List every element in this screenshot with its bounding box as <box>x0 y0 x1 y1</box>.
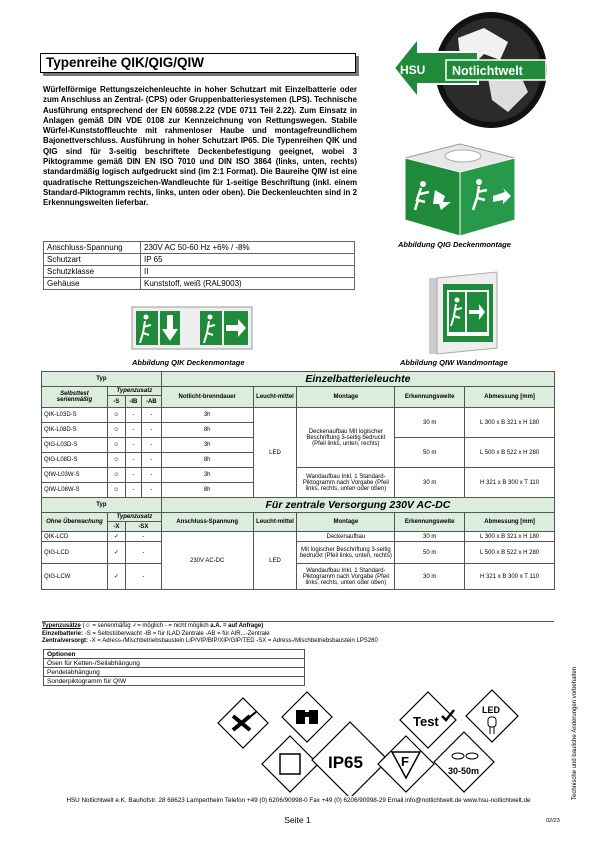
led-label: LED <box>482 705 500 715</box>
spec-table <box>43 241 355 290</box>
row-sx: - <box>125 532 161 542</box>
spec-row <box>44 242 355 254</box>
x-cross-icon <box>218 698 268 748</box>
page-title: Typenreihe QIK/QIG/QIW <box>40 53 356 73</box>
sub-ib: -IB <box>125 396 141 408</box>
spec-value: IP 65 <box>141 254 355 266</box>
spec-value: Kunststoff, weiß (RAL9003) <box>141 278 355 290</box>
row-dauer: 3h <box>161 438 253 453</box>
col-montage-2: Montage <box>297 513 395 532</box>
row-typ: QIW-L03W-S <box>42 468 108 483</box>
row-s: ☺ <box>107 453 125 468</box>
sub-sx: -SX <box>125 522 161 532</box>
row-s: ☺ <box>107 408 125 423</box>
row-dauer: 8h <box>161 483 253 498</box>
ip65-icon <box>312 722 388 796</box>
row-x: ✓ <box>107 564 125 590</box>
row-typ: QIW-L08W-S <box>42 483 108 498</box>
spec-key: Gehäuse <box>44 278 141 290</box>
row-ib: - <box>125 453 141 468</box>
row-x: ✓ <box>107 532 125 542</box>
col-anschluss: Anschluss-Spannung <box>161 513 253 532</box>
caption-qig: Abbildung QIG Deckenmontage <box>398 240 511 249</box>
row-dauer: 8h <box>161 423 253 438</box>
section-einzelbatterie: Einzelbatterieleuchte <box>161 372 554 387</box>
erk-30-wand: 30 m <box>395 468 465 498</box>
row-sx: - <box>125 542 161 564</box>
erk-30: 30 m <box>395 408 465 438</box>
spec-value: 230V AC 50-60 Hz +6% / -8% <box>141 242 355 254</box>
erk2-2: 30 m <box>395 564 465 590</box>
row-ib: - <box>125 408 141 423</box>
row-ab: - <box>141 483 161 498</box>
doc-date: 02/23 <box>546 818 560 824</box>
range-label: 30-50m <box>448 766 480 776</box>
qik-ceiling-image <box>130 303 254 351</box>
row-s: ☺ <box>107 423 125 438</box>
row-sx: - <box>125 564 161 590</box>
spec-key: Schutzart <box>44 254 141 266</box>
abm2-1: L 500 x B 522 x H 280 <box>465 542 555 564</box>
caption-qiw: Abbildung QIW Wandmontage <box>400 358 508 367</box>
option-item: Sonderpiktogramm für QIW <box>44 677 305 686</box>
montage-2-0: Deckenaufbau <box>297 532 395 542</box>
row-dauer: 8h <box>161 453 253 468</box>
row-x: ✓ <box>107 542 125 564</box>
row-dauer: 3h <box>161 468 253 483</box>
row-ib: - <box>125 483 141 498</box>
col-ohne-ueberwachung: Ohne Überwachung <box>42 513 108 532</box>
spec-row <box>44 254 355 266</box>
table-row <box>42 468 555 483</box>
row-ab: - <box>141 468 161 483</box>
abm2-2: H 321 x B 300 x T 110 <box>465 564 555 590</box>
montage-decke: Deckenaufbau Mit logischer Beschriftung 3-seitig bedruckt (Pfeil links, unten, rechts) <box>297 408 395 468</box>
table-row <box>42 532 555 542</box>
row-ib: - <box>125 468 141 483</box>
eye-range-icon <box>434 732 494 792</box>
erk-50: 50 m <box>395 438 465 468</box>
spec-key: Schutzklasse <box>44 266 141 278</box>
row-typ: QIK-LCD <box>42 532 108 542</box>
typ-header-2: Typ <box>42 498 162 513</box>
row-ab: - <box>141 453 161 468</box>
erk2-1: 50 m <box>395 542 465 564</box>
footer-address: HSU Notlichtwelt e.K. Bauhofstr. 28 68623 Lampertheim Telefon +49 (0) 6206/90998-0 Fax +49 (0) 6206/90998-29 Email info@notlichtwelt.de www.hsu-notlichtwelt.de <box>66 797 531 804</box>
feature-icons <box>210 686 540 796</box>
row-dauer: 3h <box>161 408 253 423</box>
option-item: Pendelabhängung <box>44 668 305 677</box>
ip65-label: IP65 <box>328 753 363 772</box>
col-notlicht: Notlicht-brenndauer <box>161 387 253 408</box>
f-label: F <box>401 754 409 769</box>
col-selbsttest: Selbsttest serienmäßig <box>42 387 108 408</box>
logo-brand: HSU <box>400 63 426 77</box>
qig-ceiling-image <box>395 140 525 238</box>
spec-row <box>44 266 355 278</box>
legend-typenzusaetze: Typenzusätze <box>42 623 81 629</box>
row-ab: - <box>141 438 161 453</box>
abm-qiw: H 321 x B 300 x T 110 <box>465 468 555 498</box>
binoculars-icon <box>282 692 332 742</box>
spec-row <box>44 278 355 290</box>
sub-s: -S <box>107 396 125 408</box>
anschluss-spannung: 230V AC-DC <box>161 532 253 590</box>
col-abmessung-2: Abmessung [mm] <box>465 513 555 532</box>
caption-qik: Abbildung QIK Deckenmontage <box>132 358 245 367</box>
col-abmessung: Abmessung [mm] <box>465 387 555 408</box>
row-s: ☺ <box>107 438 125 453</box>
section-zentral: Für zentrale Versorgung 230V AC-DC <box>161 498 554 513</box>
option-item: Ösen für Ketten-/Seilabhängung <box>44 659 305 668</box>
abm-qik: L 300 x B 321 x H 180 <box>465 408 555 438</box>
legend-l1b: (☺ = serienmäßig ✓= möglich - = nicht möglich <box>82 623 209 629</box>
typ-header: Typ <box>42 372 162 387</box>
row-typ: QIG-L03D-S <box>42 438 108 453</box>
erk2-0: 30 m <box>395 532 465 542</box>
intro-text: Würfelförmige Rettungszeichenleuchte in hoher Schutzart mit Einzelbatterie oder zum Anschluss an Zentral- (CPS) oder Gruppenbatteriesystemen (LPS). Technische Ausführung entsprechend der EN 60598.2.22 (VDE 0711 Teil 2.22). Zum Einsatz in Anlagen gemäß DIN VDE 0108 zur Kennzeichnung von Rettungswegen. Stabile Würfel-Kunststoffleuchte mit rahmenloser Haube und montagefreundlichem Bajonettverschluss. Ausführung in hoher Schutzart IP65. Die Typenreihen QIK und QIG sind für 3-seitig beschriftete Deckenbefestigung geeignet, wobei 3 Piktogramme gemäß DIN EN ISO 7010 und DIN ISO 3864 (links, unten, rechts) standardmäßig logisch aufgedruckt sind (im 2:1 Format). Die Baureihe QIW ist eine quadratische Rettungszeichen-Wandleuchte für 1-seitige Beschriftung (inkl. einem Standard-Piktogramm rechts, links, unten oder oben). Die Deckenleuchten sind in 2 Erkennungsweiten lieferbar. <box>43 85 357 208</box>
legend <box>42 621 554 646</box>
abm-qig: L 500 x B 522 x H 280 <box>465 438 555 468</box>
row-ab: - <box>141 423 161 438</box>
col-leuchtmittel: Leucht-mittel <box>253 387 297 408</box>
legend-zentralversorgt: Zentralversorgt: <box>42 638 89 645</box>
col-leuchtmittel-2: Leucht-mittel <box>253 513 297 532</box>
montage-2-1: Mit logischer Beschriftung 3-seitig bedruckt (Pfeil links, unten, rechts) <box>297 542 395 564</box>
row-typ: QIG-LCW <box>42 564 108 590</box>
row-ab: - <box>141 408 161 423</box>
spec-key: Anschluss-Spannung <box>44 242 141 254</box>
montage-wand: Wandaufbau Inkl. 1 Standard-Piktogramm nach Vorgabe (Pfeil links, rechts, unten oder oben) <box>297 468 395 498</box>
montage-2-2: Wandaufbau Inkl. 1 Standard-Piktogramm nach Vorgabe (Pfeil links, rechts, unten oder oben) <box>297 564 395 590</box>
table-row <box>42 408 555 423</box>
legend-l3b: -X = Adress-/Mischbetriebsbaustein LIP/VIP/BIP/XIP/GIP/TED -SX = Adress-/Mischbetriebsbaustein LPS260 <box>89 638 378 645</box>
col-typenzusatz-2: Typenzusatz <box>107 513 161 522</box>
leuchtmittel-led-2: LED <box>253 532 297 590</box>
qiw-wall-image <box>427 270 503 356</box>
table-row <box>42 542 555 564</box>
table-row <box>42 564 555 590</box>
legend-l1c: a.A. = auf Anfrage) <box>210 623 264 629</box>
row-typ: QIK-L03D-S <box>42 408 108 423</box>
row-ib: - <box>125 423 141 438</box>
product-table <box>41 371 555 590</box>
abm2-0: L 300 x B 321 x H 180 <box>465 532 555 542</box>
col-montage: Montage <box>297 387 395 408</box>
row-typ: QIG-LCD <box>42 542 108 564</box>
side-note: Technische und bauliche Änderungen vorbehalten <box>572 666 578 800</box>
legend-l2b: -S = Selbstüberwacht -IB = für ILAD Zentrale -AB = für AIR...-Zentrale <box>84 630 270 637</box>
col-erkennungsweite-2: Erkennungsweite <box>395 513 465 532</box>
options-table <box>43 649 305 686</box>
page-number: Seite 1 <box>284 815 311 825</box>
legend-einzelbatterie: Einzelbatterie: <box>42 630 84 637</box>
row-typ: QIG-L08D-S <box>42 453 108 468</box>
col-erkennungsweite: Erkennungsweite <box>395 387 465 408</box>
square-frame-icon <box>262 736 318 792</box>
row-typ: QIK-L08D-S <box>42 423 108 438</box>
sub-ab: -AB <box>141 396 161 408</box>
options-header: Optionen <box>44 650 305 659</box>
row-s: ☺ <box>107 468 125 483</box>
spec-value: II <box>141 266 355 278</box>
hsu-notlichtwelt-logo <box>388 8 550 136</box>
leuchtmittel-led: LED <box>253 408 297 498</box>
row-s: ☺ <box>107 483 125 498</box>
led-icon <box>466 690 518 742</box>
row-ib: - <box>125 438 141 453</box>
logo-name: Notlichtwelt <box>452 64 523 78</box>
col-typenzusatz: Typenzusatz <box>107 387 161 396</box>
test-label: Test <box>413 714 439 729</box>
sub-x: -X <box>107 522 125 532</box>
